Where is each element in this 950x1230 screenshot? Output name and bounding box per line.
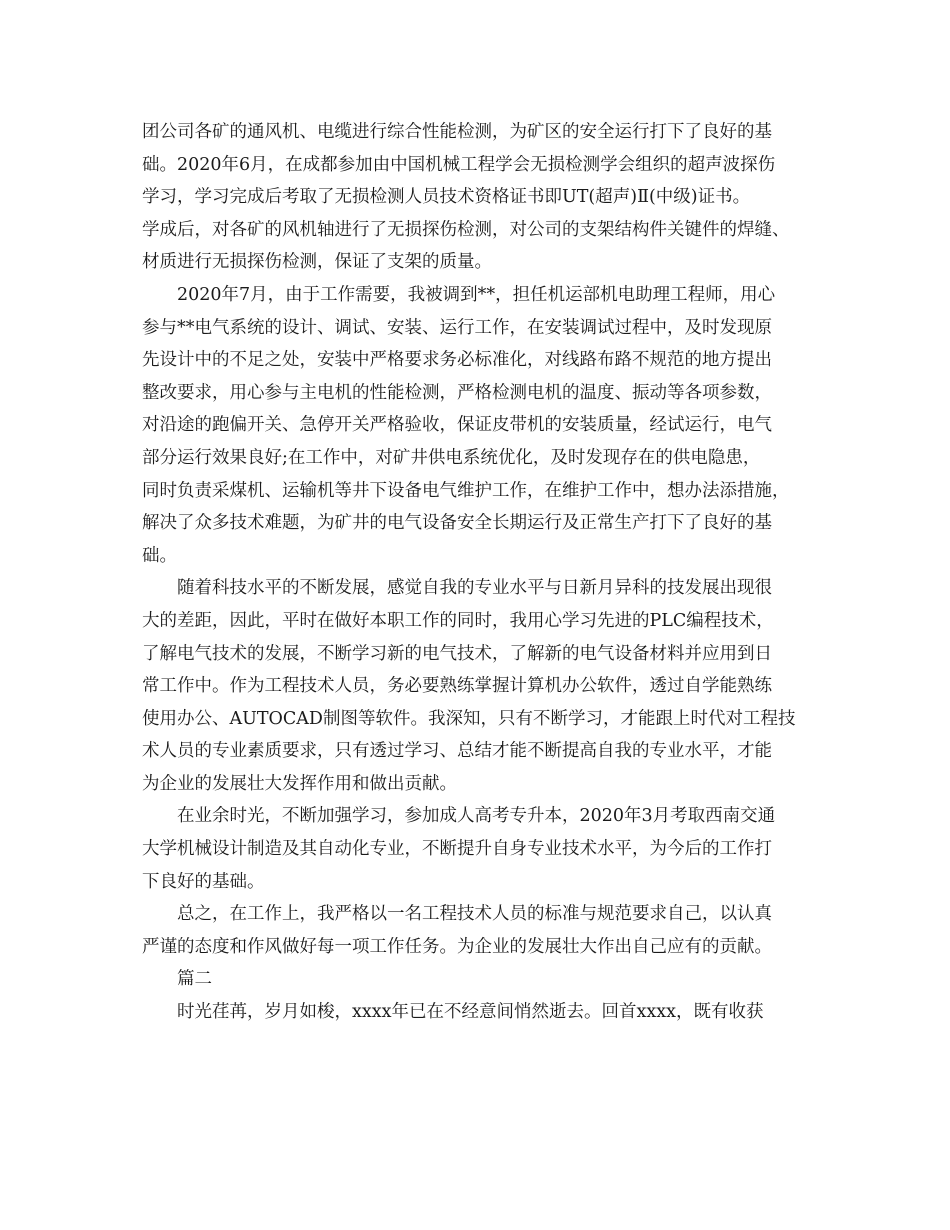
text-line: 材质进行无损探伤检测，保证了支架的质量。 [142, 252, 492, 273]
text-line: 大的差距，因此，平时在做好本职工作的同时，我用心学习先进的PLC编程技术， [142, 610, 774, 631]
text-line: 大学机械设计制造及其自动化专业，不断提升自身专业技术水平，为今后的工作打 [142, 839, 772, 860]
text-line: 了解电气技术的发展，不断学习新的电气技术，了解新的电气设备材料并应用到日 [142, 643, 772, 664]
text-line: 团公司各矿的通风机、电缆进行综合性能检测，为矿区的安全运行打下了良好的基 [142, 122, 772, 142]
document-body [142, 116, 832, 1029]
text-line: 解决了众多技术难题，为矿井的电气设备安全长期运行及正常生产打下了良好的基 [142, 513, 772, 534]
text-line: 参与**电气系统的设计、调试、安装、运行工作，在安装调试过程中，及时发现原 [142, 317, 772, 338]
text-line: 常工作中。作为工程技术人员，务必要熟练掌握计算机办公软件，透过自学能熟练 [142, 676, 772, 697]
text-line: 在业余时光，不断加强学习，参加成人高考专升本，2020年3月考取西南交通 [177, 806, 776, 827]
text-line: 学成后，对各矿的风机轴进行了无损探伤检测，对公司的支架结构件关键件的焊缝、 [142, 219, 790, 240]
text-line: 随着科技水平的不断发展，感觉自我的专业水平与日新月异科的技发展出现很 [177, 578, 772, 599]
text-line: 下良好的基础。 [142, 871, 265, 892]
text-line: 础。 [142, 545, 177, 566]
text-line: 篇二 [177, 969, 212, 990]
text-line: 础。2020年6月，在成都参加由中国机械工程学会无损检测学会组织的超声波探伤 [142, 154, 776, 175]
text-line: 对沿途的跑偏开关、急停开关严格验收，保证皮带机的安装质量，经试运行，电气 [142, 415, 772, 436]
text-line: 2020年7月，由于工作需要，我被调到**，担任机运部机电助理工程师，用心 [177, 284, 776, 305]
text-line: 使用办公、AUTOCAD制图等软件。我深知，只有不断学习，才能跟上时代对工程技 [142, 708, 796, 729]
text-line: 先设计中的不足之处，安装中严格要求务必标准化，对线路布路不规范的地方提出 [142, 350, 772, 371]
text-line: 严谨的态度和作风做好每一项工作任务。为企业的发展壮大作出自己应有的贡献。 [142, 936, 772, 957]
text-line: 同时负责采煤机、运输机等井下设备电气维护工作，在维护工作中，想办法添措施， [142, 480, 790, 501]
text-line: 术人员的专业素质要求，只有透过学习、总结才能不断提高自我的专业水平，才能 [142, 741, 772, 762]
text-line: 整改要求，用心参与主电机的性能检测，严格检测电机的温度、振动等各项参数， [142, 382, 772, 403]
text-line: 总之，在工作上，我严格以一名工程技术人员的标准与规范要求自己，以认真 [177, 904, 772, 925]
text-line: 部分运行效果良好;在工作中，对矿井供电系统优化，及时发现存在的供电隐患， [142, 447, 761, 468]
text-line: 学习，学习完成后考取了无损检测人员技术资格证书即UT(超声)Ⅱ(中级)证书。 [142, 187, 751, 208]
text-line: 为企业的发展壮大发挥作用和做出贡献。 [142, 773, 457, 794]
text-line: 时光荏苒，岁月如梭，xxxx年已在不经意间悄然逝去。回首xxxx，既有收获 [177, 1002, 764, 1023]
